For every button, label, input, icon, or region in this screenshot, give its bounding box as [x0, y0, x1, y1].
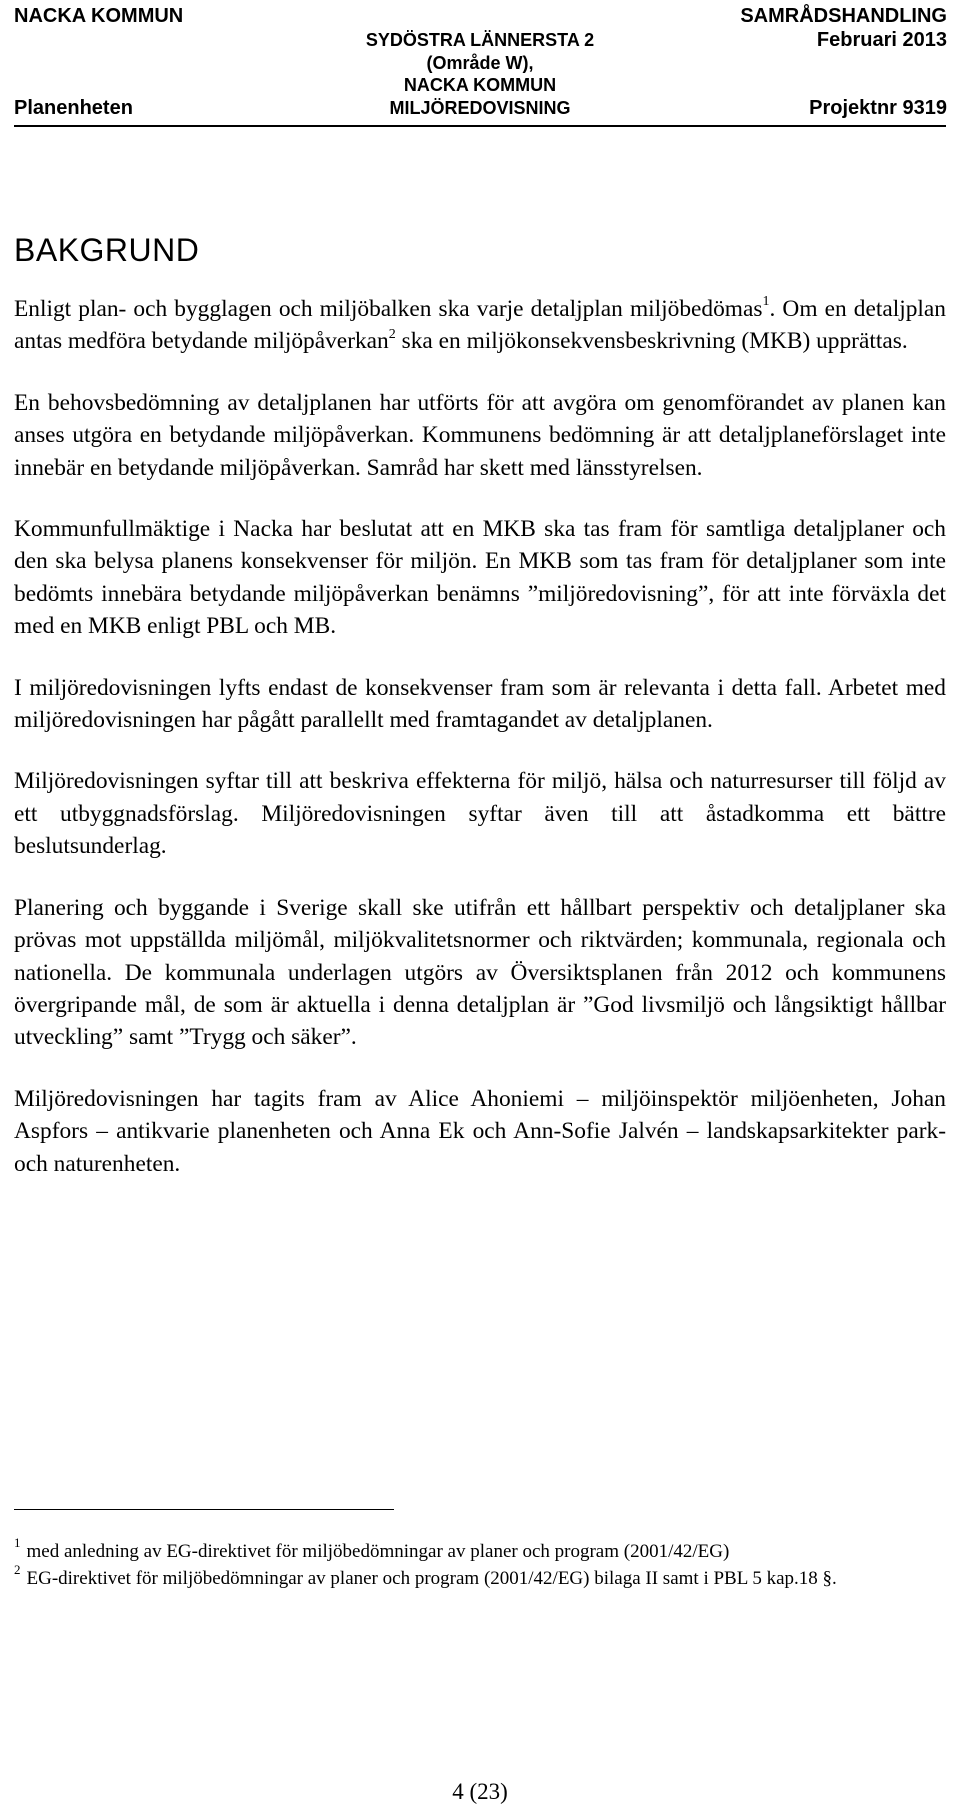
header-date: Februari 2013 [816, 29, 947, 51]
footnote-2 [14, 1561, 946, 1592]
footnote-marker-1: 1 [14, 1534, 21, 1550]
paragraph-6: Planering och byggande i Sverige skall ske utifrån ett hållbart perspektiv och detaljplaner ska prövas mot uppställda miljömål, miljökvalitetsnormer och riktvärden; kommunala, regionala och nationella. De kommunala underlagen utgörs av Översiktsplanen från 2012 och kommunens övergripande mål, de som är aktuella i denna detaljplan är ”God livsmiljö och långsiktigt hållbar utveckling” samt ”Trygg och säker”. [14, 894, 946, 1051]
paragraph-1-text-a: Enligt plan- och bygglagen och miljöbalken ska varje detaljplan miljöbedömas [14, 296, 763, 322]
footnote-text-1: med anledning av EG-direktivet för miljöbedömningar av planer och program (2001/42/EG) [26, 1541, 730, 1562]
header-municipality: NACKA KOMMUN [403, 75, 557, 95]
header-project-number: Projektnr 9319 [809, 97, 947, 119]
header-area: (Område W), [426, 53, 534, 73]
paragraph-1-text-b: . Om en detaljplan antas medföra betydande miljöpåverkan [14, 296, 947, 355]
footnote-ref-1: 1 [762, 294, 770, 310]
section-title: BAKGRUND [14, 232, 200, 268]
footnote-text-2: EG-direktivet för miljöbedömningar av planer och program (2001/42/EG) bilaga II samt i PBL 5 kap.18 §. [26, 1568, 837, 1589]
paragraph-7: Miljöredovisningen har tagits fram av Alice Ahoniemi – miljöinspektör miljöenheten, Johan Aspfors – antikvarie planenheten och Anna Ek och Ann-Sofie Jalvén – landskapsarkitekter park- och naturenheten. [14, 1085, 946, 1177]
paragraph-1-text-c: ska en miljökonsekvensbeskrivning (MKB) upprättas. [395, 328, 908, 355]
body-text [14, 293, 946, 1209]
header-status: SAMRÅDSHANDLING [740, 5, 947, 27]
paragraph-3: Kommunfullmäktige i Nacka har beslutat att en MKB ska tas fram för samtliga detaljplaner och den ska belysa planens konsekvenser för miljön. En MKB som tas fram för detaljplaner som inte bedömts innebära betydande miljöpåverkan benämns ”miljöredovisning”, för att inte förväxla det med en MKB enligt PBL och MB. [14, 516, 946, 640]
paragraph-1 [14, 293, 946, 358]
header-org: NACKA KOMMUN [14, 5, 184, 27]
footnote-divider [14, 1509, 394, 1510]
footnote-marker-2: 2 [14, 1561, 21, 1577]
paragraph-4: I miljöredovisningen lyfts endast de konsekvenser fram som är relevanta i detta fall. Arbetet med miljöredovisningen har pågått parallellt med framtagandet av detaljplanen. [14, 674, 946, 734]
paragraph-2: En behovsbedömning av detaljplanen har utförts för att avgöra om genomförandet av planen kan anses utgöra en betydande miljöpåverkan. Kommunens bedömning är att detaljplaneförslaget inte innebär en betydande miljöpåverkan. Samråd har skett med länsstyrelsen. [14, 389, 946, 481]
header-project-name: SYDÖSTRA LÄNNERSTA 2 [365, 30, 595, 50]
header-department: Planenheten [14, 97, 133, 119]
footnote-1 [14, 1534, 946, 1565]
header-divider [14, 125, 946, 127]
header-doc-type: MILJÖREDOVISNING [389, 98, 571, 118]
paragraph-5: Miljöredovisningen syftar till att beskriva effekterna för miljö, hälsa och naturresurser till följd av ett utbyggnadsförslag. Miljöredovisningen syftar även till att åstadkomma ett bättre beslutsunderlag. [14, 768, 946, 860]
page-number: 4 (23) [452, 1779, 508, 1804]
footnotes [14, 1534, 946, 1592]
footnote-ref-2: 2 [388, 326, 396, 342]
